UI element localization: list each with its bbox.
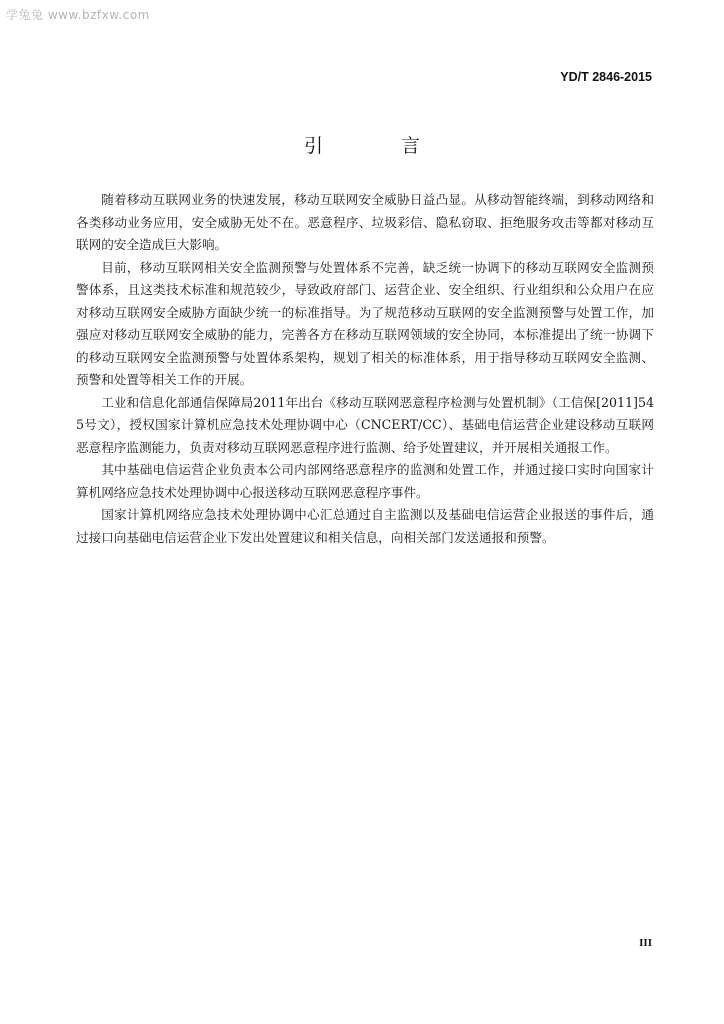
watermark: 学兔兔 www.bzfxw.com (6, 8, 150, 22)
section-title: 引 言 (303, 135, 457, 157)
paragraph: 目前，移动互联网相关安全监测预警与处置体系不完善，缺乏统一协调下的移动互联网安全监测预警体系，且这类技术标准和规范较少，导致政府部门、运营企业、安全组织、行业组织和公众用户在应对移动互联网安全威胁方面缺少统一的标准指导。为了规范移动互联网的安全监测预警与处置工作，加强应对移动互联网安全威胁的能力，完善各方在移动互联网领域的安全协同，本标准提出了统一协调下的移动互联网安全监测预警与处置体系架构，规划了相关的标准体系，用于指导移动互联网安全监测、预警和处置等相关工作的开展。 (76, 259, 654, 387)
paragraph: 其中基础电信运营企业负责本公司内部网络恶意程序的监测和处置工作，并通过接口实时向国家计算机网络应急技术处理协调中心报送移动互联网恶意程序事件。 (76, 462, 654, 500)
paragraph: 国家计算机网络应急技术处理协调中心汇总通过自主监测以及基础电信运营企业报送的事件后，通过接口向基础电信运营企业下发出处置建议和相关信息，向相关部门发送通报和预警。 (76, 507, 654, 545)
body-text (76, 189, 654, 549)
paragraph: 工业和信息化部通信保障局2011年出台《移动互联网恶意程序检测与处置机制》（工信保[2011]545号文），授权国家计算机应急技术处理协调中心（CNCERT/CC）、基础电信运营企业建设移动互联网恶意程序监测能力，负责对移动互联网恶意程序进行监测、给予处置建议，并开展相关通报工作。 (76, 394, 654, 455)
document-code: YD/T 2846-2015 (560, 70, 652, 84)
page-number: III (639, 937, 652, 949)
paragraph: 随着移动互联网业务的快速发展，移动互联网安全威胁日益凸显。从移动智能终端，到移动网络和各类移动业务应用，安全威胁无处不在。恶意程序、垃圾彩信、隐私窃取、拒绝服务攻击等都对移动互联网的安全造成巨大影响。 (76, 192, 654, 252)
